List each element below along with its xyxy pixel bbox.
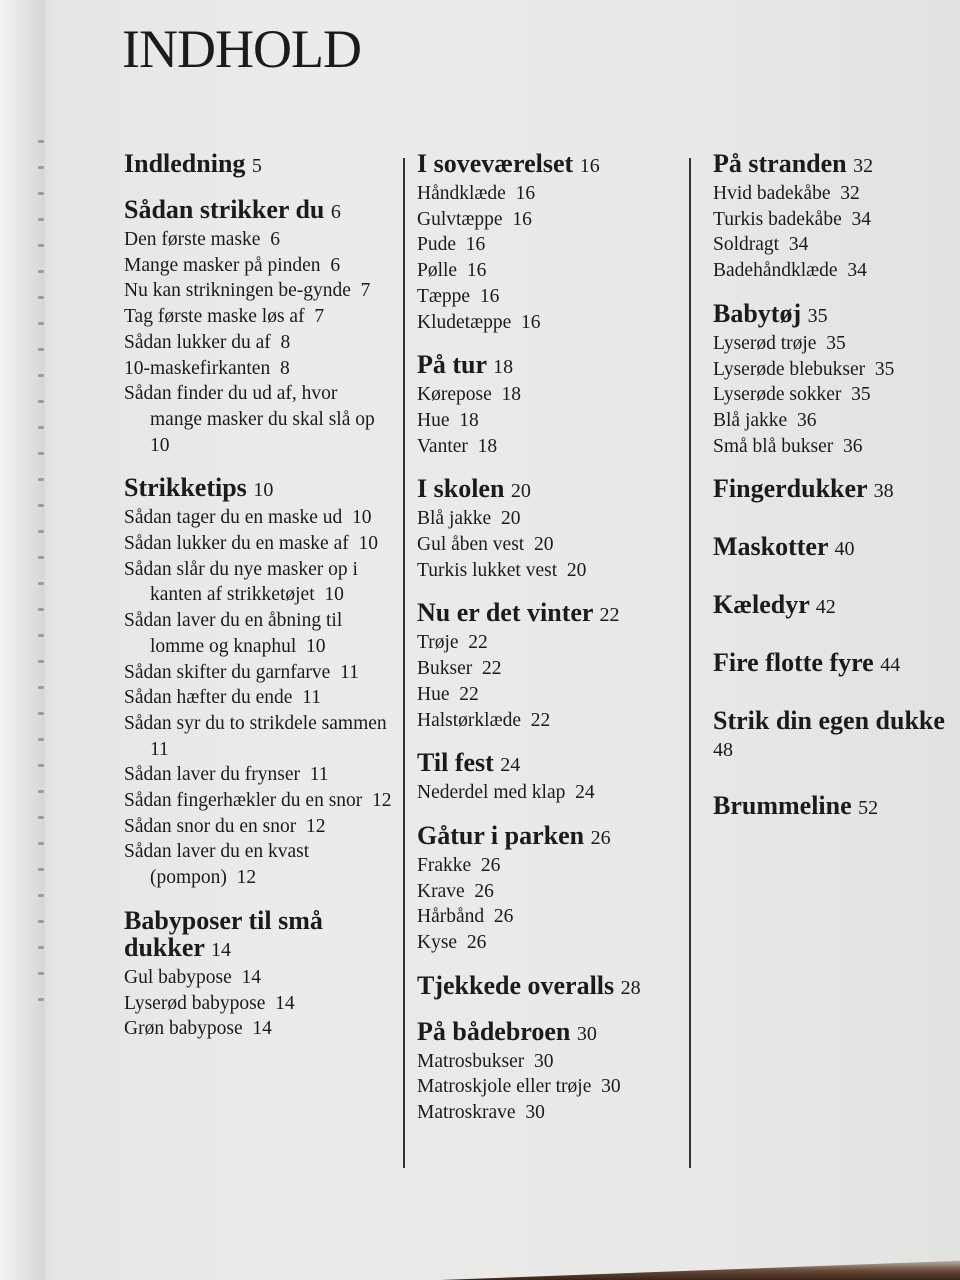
section-page-number: 48 bbox=[713, 739, 733, 762]
entry-title: Vanter bbox=[417, 435, 468, 457]
toc-entry bbox=[713, 434, 953, 460]
section-heading bbox=[713, 533, 953, 563]
section-title: Strik din egen dukke bbox=[713, 706, 945, 736]
section-title: I soveværelset bbox=[417, 149, 574, 178]
section-heading bbox=[713, 792, 953, 822]
entry-title: Sådan tager du en maske ud bbox=[124, 507, 343, 529]
entry-page-number: 14 bbox=[252, 1018, 272, 1040]
entry-page-number: 34 bbox=[847, 260, 867, 282]
entry-page-number: 35 bbox=[826, 332, 846, 354]
entry-page-number: 32 bbox=[840, 183, 860, 204]
binding-hole bbox=[38, 842, 44, 845]
page-title: INDHOLD bbox=[122, 19, 361, 79]
toc-entry bbox=[124, 381, 394, 458]
entry-page-number: 10 bbox=[150, 434, 170, 456]
binding-hole bbox=[38, 738, 44, 741]
toc-section bbox=[713, 533, 953, 563]
entry-title: Sådan hæfter du ende bbox=[124, 687, 293, 709]
entry-title: Matrosbukser bbox=[417, 1050, 525, 1072]
toc-section bbox=[417, 351, 687, 459]
toc-entry bbox=[124, 608, 394, 659]
binding-hole bbox=[38, 140, 44, 143]
entry-page-number: 26 bbox=[493, 906, 514, 928]
section-heading bbox=[713, 649, 953, 679]
entry-title: Sådan slår du nye masker op i kanten af strikketøjet bbox=[124, 558, 358, 606]
entry-title: Turkis badekåbe bbox=[713, 208, 842, 230]
section-page-number: 24 bbox=[500, 754, 521, 777]
toc-entry bbox=[124, 965, 394, 991]
binding-hole bbox=[38, 660, 44, 663]
toc-entry bbox=[124, 685, 394, 711]
section-heading bbox=[417, 822, 687, 852]
entry-title: Sådan finder du ud af, hvor mange masker du skal slå op bbox=[124, 383, 375, 430]
entry-page-number: 11 bbox=[309, 764, 329, 786]
entry-title: Lyserød babypose bbox=[124, 992, 266, 1014]
entry-title: Sådan syr du to strikdele sammen bbox=[124, 712, 387, 734]
toc-entry bbox=[417, 310, 687, 336]
entry-title: Trøje bbox=[417, 632, 459, 654]
toc-entry bbox=[417, 853, 687, 879]
toc-entry bbox=[417, 232, 687, 258]
binding-hole bbox=[38, 972, 44, 975]
entry-page-number: 11 bbox=[340, 661, 359, 683]
section-page-number: 22 bbox=[599, 604, 620, 627]
entry-title: Frakke bbox=[417, 854, 472, 876]
entry-title: Blå jakke bbox=[417, 508, 492, 530]
section-page-number: 28 bbox=[620, 976, 641, 999]
toc-section bbox=[124, 196, 394, 458]
toc-entry bbox=[713, 382, 953, 408]
toc-section bbox=[713, 300, 953, 460]
toc-entry bbox=[417, 630, 687, 656]
binding-hole bbox=[38, 530, 44, 533]
toc-section bbox=[417, 749, 687, 806]
section-title: Maskotter bbox=[713, 532, 829, 562]
entry-page-number: 8 bbox=[279, 357, 290, 379]
entry-title: Soldragt bbox=[713, 234, 780, 256]
entry-page-number: 8 bbox=[280, 331, 291, 353]
section-page-number: 30 bbox=[576, 1022, 597, 1045]
entry-page-number: 10 bbox=[358, 533, 378, 555]
binding-hole bbox=[38, 478, 44, 481]
entry-page-number: 30 bbox=[533, 1050, 554, 1072]
binding-hole bbox=[38, 348, 44, 351]
toc-entry bbox=[124, 660, 394, 686]
toc-entry bbox=[417, 780, 687, 806]
binding-hole bbox=[38, 166, 44, 169]
entry-title: Turkis lukket vest bbox=[417, 559, 558, 581]
entry-title: Grøn babypose bbox=[124, 1018, 243, 1040]
entry-title: Kørepose bbox=[417, 384, 492, 406]
toc-entry bbox=[417, 1049, 687, 1075]
toc-entry bbox=[124, 278, 394, 304]
binding-hole bbox=[38, 634, 44, 637]
entry-page-number: 34 bbox=[788, 234, 809, 256]
toc-entry bbox=[417, 558, 687, 584]
section-heading bbox=[417, 972, 687, 1002]
section-title: På stranden bbox=[713, 149, 847, 178]
entry-page-number: 26 bbox=[474, 880, 494, 902]
section-heading bbox=[124, 474, 394, 504]
section-title: Tjekkede overalls bbox=[417, 970, 615, 1000]
section-heading bbox=[124, 150, 394, 180]
entry-title: Sådan fingerhækler du en snor bbox=[124, 790, 363, 812]
binding-hole bbox=[38, 868, 44, 871]
entry-page-number: 6 bbox=[330, 254, 341, 276]
entry-title: Nu kan strikningen be-gynde bbox=[124, 280, 351, 302]
toc-entry bbox=[124, 253, 394, 279]
toc-entry bbox=[417, 207, 687, 233]
section-heading bbox=[417, 1018, 687, 1048]
entry-page-number: 35 bbox=[874, 358, 895, 380]
toc-section bbox=[713, 591, 953, 621]
entry-title: Halstørklæde bbox=[417, 709, 521, 731]
entry-page-number: 7 bbox=[360, 280, 371, 302]
toc-section bbox=[417, 1018, 687, 1126]
entry-title: Kludetæppe bbox=[417, 311, 512, 333]
toc-section bbox=[713, 475, 953, 505]
entry-title: Lyserøde blebukser bbox=[713, 358, 866, 380]
section-heading bbox=[713, 591, 953, 621]
entry-title: Sådan lukker du en maske af bbox=[124, 533, 349, 555]
toc-entry bbox=[713, 331, 953, 357]
toc-entry bbox=[417, 682, 687, 708]
toc-column-3 bbox=[713, 150, 953, 850]
entry-page-number: 10 bbox=[305, 635, 326, 657]
entry-page-number: 35 bbox=[851, 384, 871, 406]
entry-title: 10-maskefirkanten bbox=[124, 357, 271, 379]
entry-page-number: 18 bbox=[477, 435, 498, 457]
entry-page-number: 12 bbox=[305, 815, 326, 837]
section-page-number: 26 bbox=[590, 826, 611, 849]
section-title: Sådan strikker du bbox=[124, 195, 325, 224]
toc-section bbox=[713, 707, 953, 764]
toc-section bbox=[124, 907, 394, 1042]
entry-page-number: 14 bbox=[241, 966, 262, 988]
entry-title: Pølle bbox=[417, 260, 458, 282]
section-heading bbox=[417, 351, 687, 381]
entry-page-number: 12 bbox=[236, 867, 257, 889]
toc-entry bbox=[713, 408, 953, 434]
entry-title: Nederdel med klap bbox=[417, 782, 566, 804]
entry-title: Matroskjole eller trøje bbox=[417, 1076, 592, 1098]
binding-hole bbox=[38, 556, 44, 559]
section-page-number: 38 bbox=[873, 480, 894, 503]
toc-column-2 bbox=[417, 150, 687, 1142]
section-heading bbox=[713, 150, 953, 180]
section-title: I skolen bbox=[417, 474, 505, 504]
binding-hole bbox=[38, 244, 44, 247]
entry-title: Sådan laver du en kvast (pompon) bbox=[124, 841, 310, 889]
entry-page-number: 10 bbox=[324, 584, 344, 606]
spiral-binding-holes bbox=[38, 140, 48, 1040]
toc-entry bbox=[713, 258, 953, 284]
binding-hole bbox=[38, 218, 44, 221]
section-title: På tur bbox=[417, 350, 487, 380]
entry-page-number: 16 bbox=[512, 208, 532, 230]
section-title: Babytøj bbox=[713, 298, 802, 328]
binding-hole bbox=[38, 790, 44, 793]
entry-title: Badehåndklæde bbox=[713, 260, 838, 282]
entry-title: Små blå bukser bbox=[713, 435, 834, 457]
entry-page-number: 22 bbox=[482, 658, 502, 680]
entry-page-number: 16 bbox=[479, 285, 500, 307]
binding-hole bbox=[38, 894, 44, 897]
entry-title: Tag første maske løs af bbox=[124, 306, 305, 328]
binding-hole bbox=[38, 426, 44, 429]
toc-entry bbox=[417, 708, 687, 734]
section-page-number: 52 bbox=[858, 797, 879, 820]
entry-page-number: 18 bbox=[459, 409, 479, 431]
section-page-number: 14 bbox=[210, 938, 231, 961]
toc-entry bbox=[713, 207, 953, 233]
binding-hole bbox=[38, 998, 44, 1001]
toc-entry bbox=[124, 814, 394, 840]
entry-title: Mange masker på pinden bbox=[124, 254, 321, 276]
section-heading bbox=[417, 599, 687, 629]
entry-title: Hårbånd bbox=[417, 906, 485, 928]
toc-entry bbox=[713, 232, 953, 258]
section-page-number: 18 bbox=[493, 356, 514, 379]
toc-section bbox=[417, 150, 687, 335]
entry-page-number: 10 bbox=[351, 507, 372, 529]
binding-hole bbox=[38, 322, 44, 325]
entry-title: Bukser bbox=[417, 658, 473, 680]
section-page-number: 44 bbox=[880, 654, 901, 677]
entry-title: Kyse bbox=[417, 932, 458, 954]
section-page-number: 6 bbox=[330, 201, 341, 223]
section-title: Fire flotte fyre bbox=[713, 648, 874, 678]
toc-section bbox=[417, 972, 687, 1002]
section-title: Kæledyr bbox=[713, 590, 810, 620]
toc-column-1 bbox=[124, 150, 394, 1058]
section-page-number: 16 bbox=[579, 155, 600, 177]
toc-section bbox=[417, 822, 687, 956]
toc-entry bbox=[124, 505, 394, 531]
binding-hole bbox=[38, 712, 44, 715]
entry-page-number: 34 bbox=[851, 208, 871, 230]
entry-page-number: 26 bbox=[466, 932, 487, 954]
entry-title: Gul babypose bbox=[124, 966, 232, 988]
section-title: Indledning bbox=[124, 149, 246, 178]
section-title: Strikketips bbox=[124, 473, 247, 503]
entry-page-number: 11 bbox=[302, 687, 321, 709]
toc-entry bbox=[124, 788, 394, 814]
entry-title: Hvid badekåbe bbox=[713, 183, 831, 204]
toc-entry bbox=[124, 991, 394, 1017]
section-page-number: 35 bbox=[807, 304, 828, 327]
toc-entry bbox=[124, 839, 394, 890]
entry-page-number: 16 bbox=[520, 311, 541, 333]
toc-section bbox=[124, 474, 394, 891]
section-heading bbox=[417, 475, 687, 505]
toc-section bbox=[417, 599, 687, 733]
entry-title: Gulvtæppe bbox=[417, 208, 503, 230]
toc-entry bbox=[124, 1016, 394, 1042]
toc-entry bbox=[417, 181, 687, 207]
entry-page-number: 22 bbox=[459, 683, 479, 705]
section-page-number: 42 bbox=[815, 596, 836, 619]
section-page-number: 20 bbox=[510, 480, 531, 503]
binding-hole bbox=[38, 816, 44, 819]
entry-page-number: 22 bbox=[530, 709, 551, 731]
binding-hole bbox=[38, 270, 44, 273]
toc-entry bbox=[417, 1074, 687, 1100]
entry-title: Håndklæde bbox=[417, 183, 506, 204]
entry-title: Sådan laver du frynser bbox=[124, 764, 300, 786]
section-heading bbox=[124, 907, 394, 964]
entry-title: Sådan snor du en snor bbox=[124, 815, 297, 837]
toc-entry bbox=[124, 711, 394, 762]
toc-entry bbox=[417, 382, 687, 408]
entry-title: Sådan laver du en åbning til lomme og knaphul bbox=[124, 610, 343, 657]
toc-entry bbox=[124, 557, 394, 608]
section-heading bbox=[417, 749, 687, 779]
section-heading bbox=[417, 150, 687, 180]
entry-page-number: 6 bbox=[270, 229, 280, 250]
entry-title: Blå jakke bbox=[713, 409, 788, 431]
entry-page-number: 18 bbox=[501, 384, 521, 406]
entry-title: Krave bbox=[417, 880, 465, 902]
section-title: Til fest bbox=[417, 748, 494, 778]
entry-page-number: 20 bbox=[566, 559, 587, 581]
toc-entry bbox=[417, 879, 687, 905]
entry-title: Sådan lukker du af bbox=[124, 331, 271, 353]
toc-entry bbox=[124, 762, 394, 788]
entry-page-number: 14 bbox=[275, 992, 295, 1014]
entry-page-number: 30 bbox=[601, 1076, 621, 1098]
toc-section bbox=[713, 649, 953, 679]
toc-entry bbox=[124, 304, 394, 330]
toc-entry bbox=[417, 532, 687, 558]
entry-title: Den første maske bbox=[124, 229, 261, 250]
entry-page-number: 16 bbox=[466, 260, 487, 282]
entry-page-number: 20 bbox=[500, 508, 521, 530]
binding-hole bbox=[38, 296, 44, 299]
entry-title: Lyserøde sokker bbox=[713, 384, 842, 406]
entry-page-number: 26 bbox=[480, 854, 501, 876]
entry-title: Gul åben vest bbox=[417, 534, 525, 556]
section-title: Nu er det vinter bbox=[417, 598, 593, 628]
entry-page-number: 24 bbox=[575, 782, 595, 804]
entry-title: Sådan skifter du garnfarve bbox=[124, 661, 331, 683]
toc-entry bbox=[417, 284, 687, 310]
entry-page-number: 36 bbox=[842, 435, 863, 457]
column-divider bbox=[689, 158, 691, 1168]
section-heading bbox=[124, 196, 394, 226]
section-title: På bådebroen bbox=[417, 1016, 571, 1046]
entry-page-number: 36 bbox=[796, 409, 817, 431]
entry-title: Tæppe bbox=[417, 285, 471, 307]
section-page-number: 40 bbox=[834, 538, 855, 561]
entry-title: Pude bbox=[417, 234, 456, 256]
binding-hole bbox=[38, 946, 44, 949]
entry-page-number: 30 bbox=[525, 1102, 545, 1124]
section-heading bbox=[713, 300, 953, 330]
section-title: Gåtur i parken bbox=[417, 820, 585, 850]
toc-section bbox=[124, 150, 394, 180]
entry-page-number: 22 bbox=[468, 632, 488, 654]
toc-entry bbox=[124, 227, 394, 253]
section-title: Fingerdukker bbox=[713, 474, 868, 504]
binding-hole bbox=[38, 374, 44, 377]
binding-hole bbox=[38, 582, 44, 585]
entry-page-number: 16 bbox=[515, 183, 536, 204]
column-divider bbox=[403, 158, 405, 1168]
toc-entry bbox=[417, 656, 687, 682]
toc-entry bbox=[417, 506, 687, 532]
toc-entry bbox=[417, 1100, 687, 1126]
section-heading bbox=[713, 707, 953, 764]
binding-hole bbox=[38, 452, 44, 455]
binding-hole bbox=[38, 764, 44, 767]
toc-entry bbox=[417, 904, 687, 930]
section-title: Babyposer til små dukker bbox=[124, 905, 323, 962]
section-title: Brummeline bbox=[713, 791, 852, 821]
toc-section bbox=[713, 150, 953, 284]
entry-title: Lyserød trøje bbox=[713, 332, 817, 354]
toc-entry bbox=[417, 930, 687, 956]
binding-hole bbox=[38, 608, 44, 611]
binding-hole bbox=[38, 920, 44, 923]
cover-corner bbox=[440, 1256, 960, 1280]
toc-section bbox=[713, 792, 953, 822]
binding-hole bbox=[38, 192, 44, 195]
entry-title: Hue bbox=[417, 683, 450, 705]
toc-entry bbox=[124, 330, 394, 356]
entry-title: Matroskrave bbox=[417, 1102, 516, 1124]
section-page-number: 32 bbox=[853, 155, 874, 177]
toc-entry bbox=[417, 258, 687, 284]
binding-hole bbox=[38, 400, 44, 403]
entry-title: Hue bbox=[417, 409, 450, 431]
toc-entry bbox=[124, 531, 394, 557]
toc-entry bbox=[124, 356, 394, 382]
toc-entry bbox=[713, 357, 953, 383]
entry-page-number: 20 bbox=[533, 534, 554, 556]
toc-entry bbox=[417, 408, 687, 434]
binding-hole bbox=[38, 504, 44, 507]
entry-page-number: 7 bbox=[314, 306, 325, 328]
section-heading bbox=[713, 475, 953, 505]
entry-page-number: 16 bbox=[465, 234, 486, 256]
section-page-number: 5 bbox=[251, 155, 262, 177]
toc-entry bbox=[713, 181, 953, 207]
section-page-number: 10 bbox=[253, 479, 274, 502]
toc-entry bbox=[417, 434, 687, 460]
entry-page-number: 11 bbox=[150, 738, 169, 760]
entry-page-number: 12 bbox=[372, 790, 392, 812]
toc-section bbox=[417, 475, 687, 583]
binding-hole bbox=[38, 686, 44, 689]
